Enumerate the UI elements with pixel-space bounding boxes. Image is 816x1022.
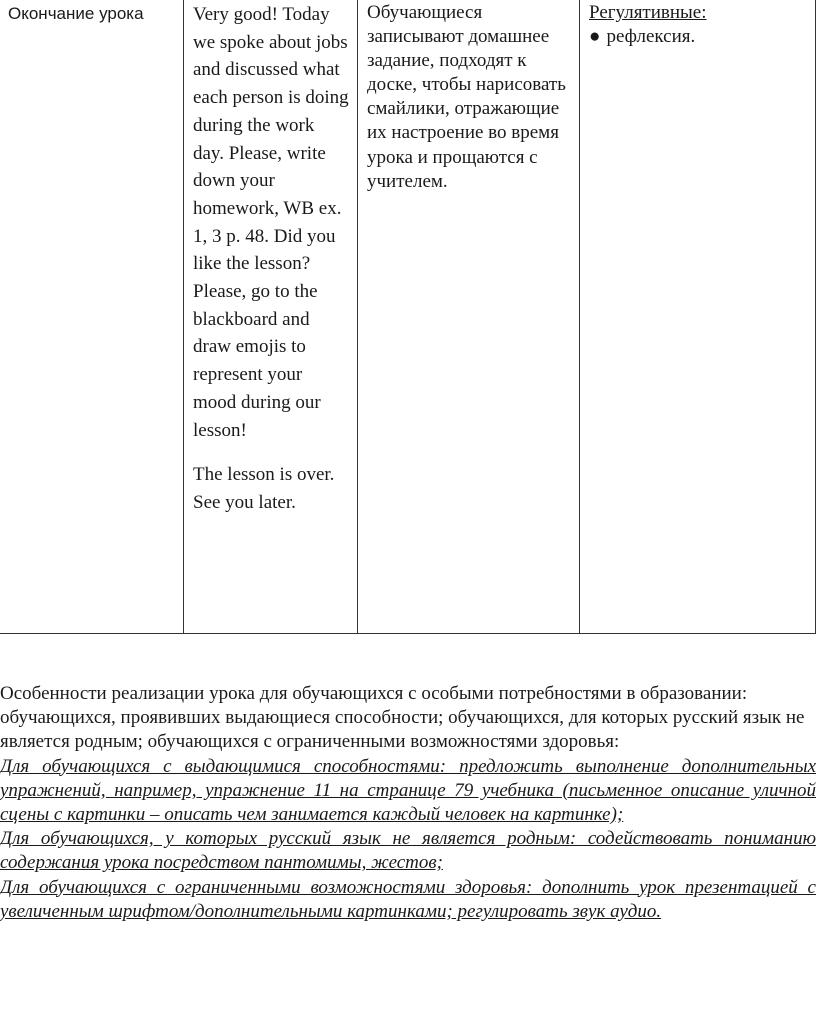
table-bottom-border <box>0 633 816 634</box>
stage-name: Окончание урока <box>8 4 144 23</box>
student-activity-cell <box>357 0 579 634</box>
uud-content <box>580 1 816 49</box>
notes-item-gifted: Для обучающихся с выдающимися способностями: предложить выполнение дополнительных упражнений, например, упражнение 11 на странице 79 учебника (письменное описание уличной сцены с картинки – описать чем занимается каждый человек на картинке); <box>0 755 816 826</box>
student-activity-text: Обучающиеся записывают домашнее задание, подходят к доске, чтобы нарисовать смайлики, отражающие их настроение во время урока и прощаются с учителем. <box>367 2 566 192</box>
uud-cell <box>579 0 816 634</box>
stage-cell <box>0 0 183 634</box>
notes-item-disabilities: Для обучающихся с ограниченными возможностями здоровья: дополнить урок презентацией с увеличенным шрифтом/дополнительными картинками; регулировать звук аудио. <box>0 876 816 922</box>
teacher-speech-cell <box>183 0 357 634</box>
teacher-speech-paragraph-1: Very good! Today we spoke about jobs and discussed what each person is doing during the work day. Please, write down your homework, WB ex. 1, 3 p. 48. Did you like the lesson? Please, go to the blackboard and draw emojis to represent your mood during our lesson! <box>193 4 349 441</box>
special-needs-notes <box>0 682 816 924</box>
uud-heading: Регулятивные: <box>589 2 707 23</box>
notes-item-non-native: Для обучающихся, у которых русский язык не является родным: содействовать пониманию содержания урока посредством пантомимы, жестов; <box>0 828 816 874</box>
notes-intro: Особенности реализации урока для обучающихся с особыми потребностями в образовании: обучающихся, проявивших выдающиеся способности; обучающихся, для которых русский язык не является родным; обучающихся с ограниченными возможностями здоровья: <box>0 683 805 753</box>
teacher-speech-paragraph-2: The lesson is over. See you later. <box>193 464 335 513</box>
bullet-icon: ● <box>589 26 601 47</box>
uud-item: рефлексия. <box>606 26 696 47</box>
